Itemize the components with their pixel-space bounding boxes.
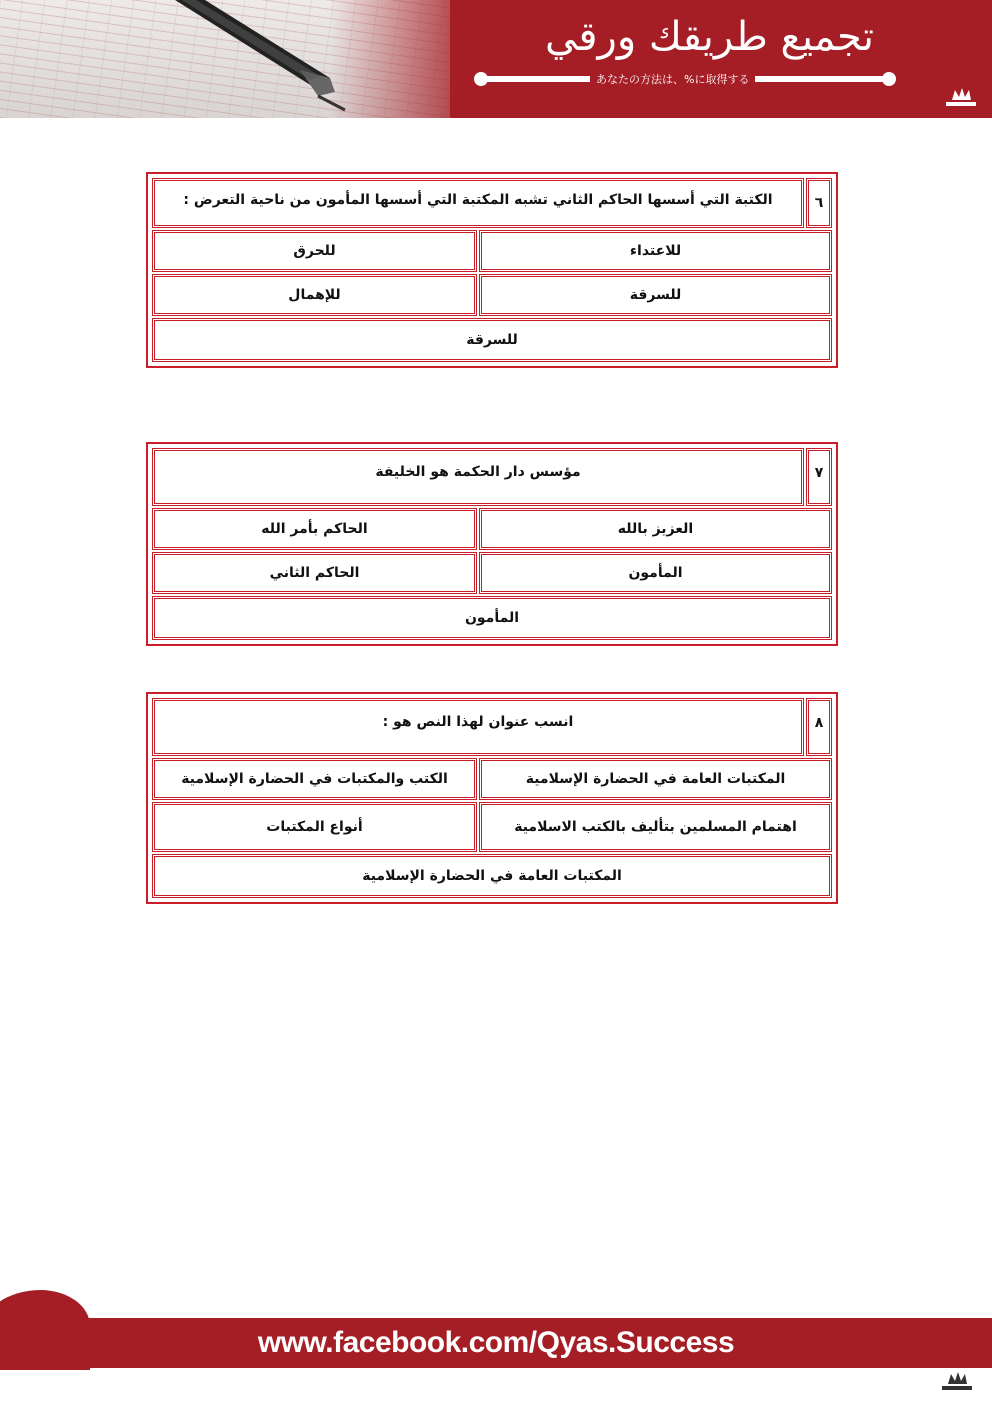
- crown-logo-icon: [938, 86, 982, 110]
- answer-cell: المأمون: [152, 596, 832, 640]
- question-number: ٦: [806, 178, 832, 228]
- crown-logo-icon: [934, 1370, 978, 1394]
- question-table-8: [150, 696, 834, 900]
- divider-dot-left: [474, 72, 488, 86]
- option-b[interactable]: للحرق: [152, 230, 477, 272]
- answer-cell: للسرقة: [152, 318, 832, 362]
- option-d[interactable]: الحاكم الثاني: [152, 552, 477, 594]
- question-block-7: [146, 442, 838, 646]
- option-b[interactable]: الكتب والمكتبات في الحضارة الإسلامية: [152, 758, 477, 800]
- question-block-8: [146, 692, 838, 904]
- option-d[interactable]: للإهمال: [152, 274, 477, 316]
- option-b[interactable]: الحاكم بأمر الله: [152, 508, 477, 550]
- footer-url[interactable]: www.facebook.com/Qyas.Success: [257, 1326, 735, 1359]
- answer-cell: المكتبات العامة في الحضارة الإسلامية: [152, 854, 832, 898]
- option-c[interactable]: المأمون: [479, 552, 832, 594]
- question-table-6: [150, 176, 834, 364]
- question-number: ٧: [806, 448, 832, 506]
- question-text: الكتبة التي أسسها الحاكم الثاني تشبه المكتبة التي أسسها المأمون من ناحية التعرض :: [152, 178, 804, 228]
- header-banner: [0, 0, 992, 118]
- header-title: تجميع طريقك ورقي: [545, 14, 874, 60]
- question-table-7: [150, 446, 834, 642]
- header-subtitle: あなたの方法は、%に取得する: [590, 71, 755, 87]
- question-text: انسب عنوان لهذا النص هو :: [152, 698, 804, 756]
- option-a[interactable]: للاعتداء: [479, 230, 832, 272]
- option-d[interactable]: أنواع المكتبات: [152, 802, 477, 852]
- divider-dot-right: [882, 72, 896, 86]
- option-a[interactable]: المكتبات العامة في الحضارة الإسلامية: [479, 758, 832, 800]
- option-a[interactable]: العزيز بالله: [479, 508, 832, 550]
- question-text: مؤسس دار الحكمة هو الخليفة: [152, 448, 804, 506]
- question-block-6: [146, 172, 838, 368]
- option-c[interactable]: للسرقة: [479, 274, 832, 316]
- option-c[interactable]: اهتمام المسلمين بتأليف بالكتب الاسلامية: [479, 802, 832, 852]
- header-fade: [330, 0, 490, 118]
- question-number: ٨: [806, 698, 832, 756]
